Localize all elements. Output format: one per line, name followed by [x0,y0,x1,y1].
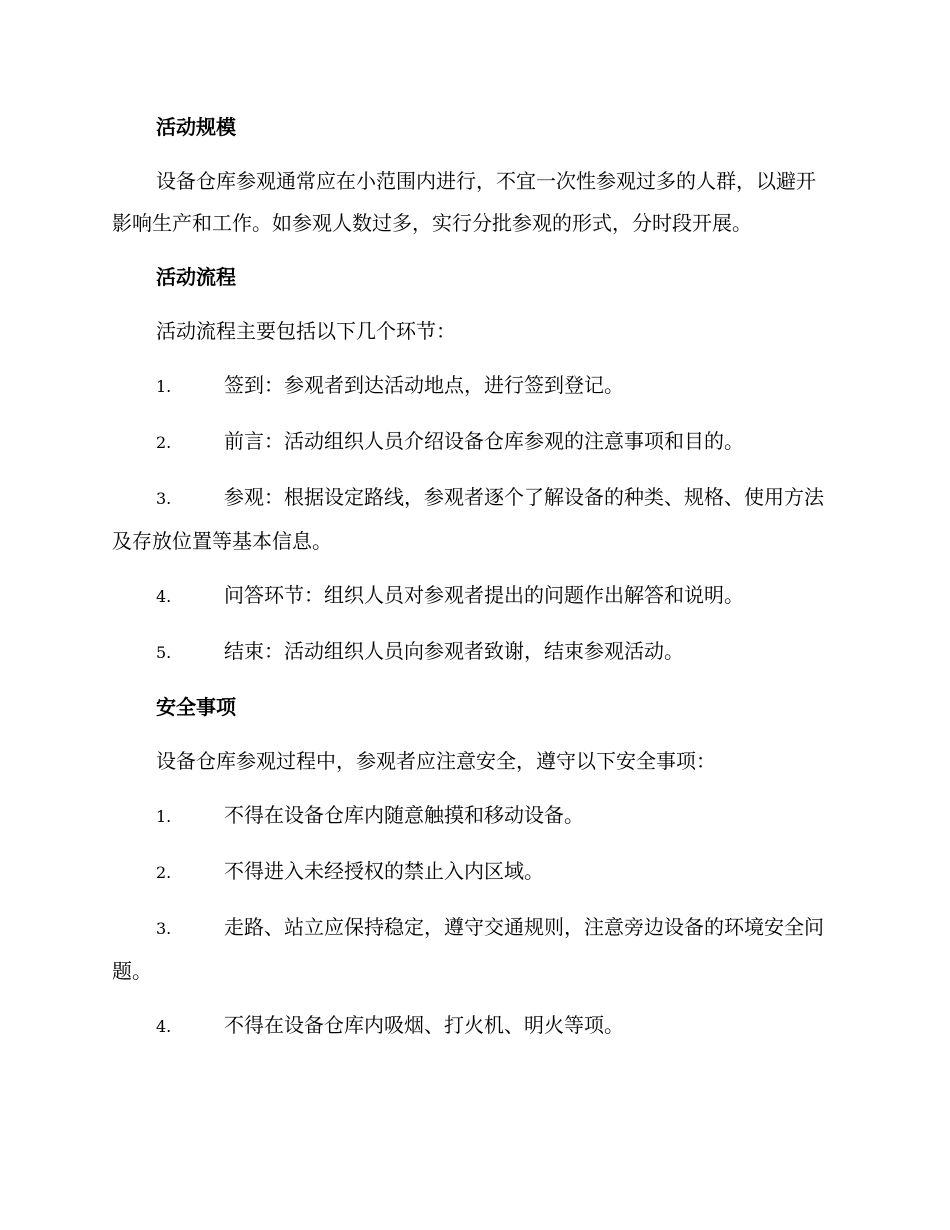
list-item [112,476,834,562]
list-item-text: 前言：活动组织人员介绍设备仓库参观的注意事项和目的。 [224,429,744,453]
safety-intro: 设备仓库参观过程中，参观者应注意安全，遵守以下安全事项： [156,749,716,773]
list-item-text: 不得进入未经授权的禁止入内区域。 [224,859,544,883]
list-item [112,794,834,838]
scale-paragraph: 设备仓库参观通常应在小范围内进行，不宜一次性参观过多的人群，以避开影响生产和工作。如参观人数过多，实行分批参观的形式，分时段开展。 [112,169,816,235]
document-body [112,106,834,1060]
list-item-number: 1. [156,807,172,826]
list-item-number: 1. [156,377,172,396]
list-item-text: 不得在设备仓库内随意触摸和移动设备。 [224,803,584,827]
list-item-text: 走路、站立应保持稳定，遵守交通规则，注意旁边设备的环境安全问题。 [112,915,824,983]
list-item-number: 2. [156,863,172,882]
list-item [112,630,834,674]
list-item [112,574,834,618]
list-item-number: 5. [156,643,172,662]
list-item-text: 签到：参观者到达活动地点，进行签到登记。 [224,373,624,397]
list-item-number: 4. [156,1017,172,1036]
section-heading-safety: 安全事项 [156,695,236,719]
section-heading-scale: 活动规模 [156,115,236,139]
list-item-text: 参观：根据设定路线，参观者逐个了解设备的种类、规格、使用方法及存放位置等基本信息。 [112,485,824,553]
list-item [112,364,834,408]
list-item-number: 4. [156,587,172,606]
list-item-text: 问答环节：组织人员对参观者提出的问题作出解答和说明。 [224,583,744,607]
list-item [112,1004,834,1048]
list-item-number: 3. [156,919,172,938]
list-item-number: 2. [156,433,172,452]
list-item [112,850,834,894]
list-item-number: 3. [156,489,172,508]
list-item-text: 结束：活动组织人员向参观者致谢，结束参观活动。 [224,639,684,663]
list-item [112,906,834,992]
list-item [112,420,834,464]
process-intro: 活动流程主要包括以下几个环节： [156,319,456,343]
section-heading-process: 活动流程 [156,265,236,289]
list-item-text: 不得在设备仓库内吸烟、打火机、明火等项。 [224,1013,624,1037]
